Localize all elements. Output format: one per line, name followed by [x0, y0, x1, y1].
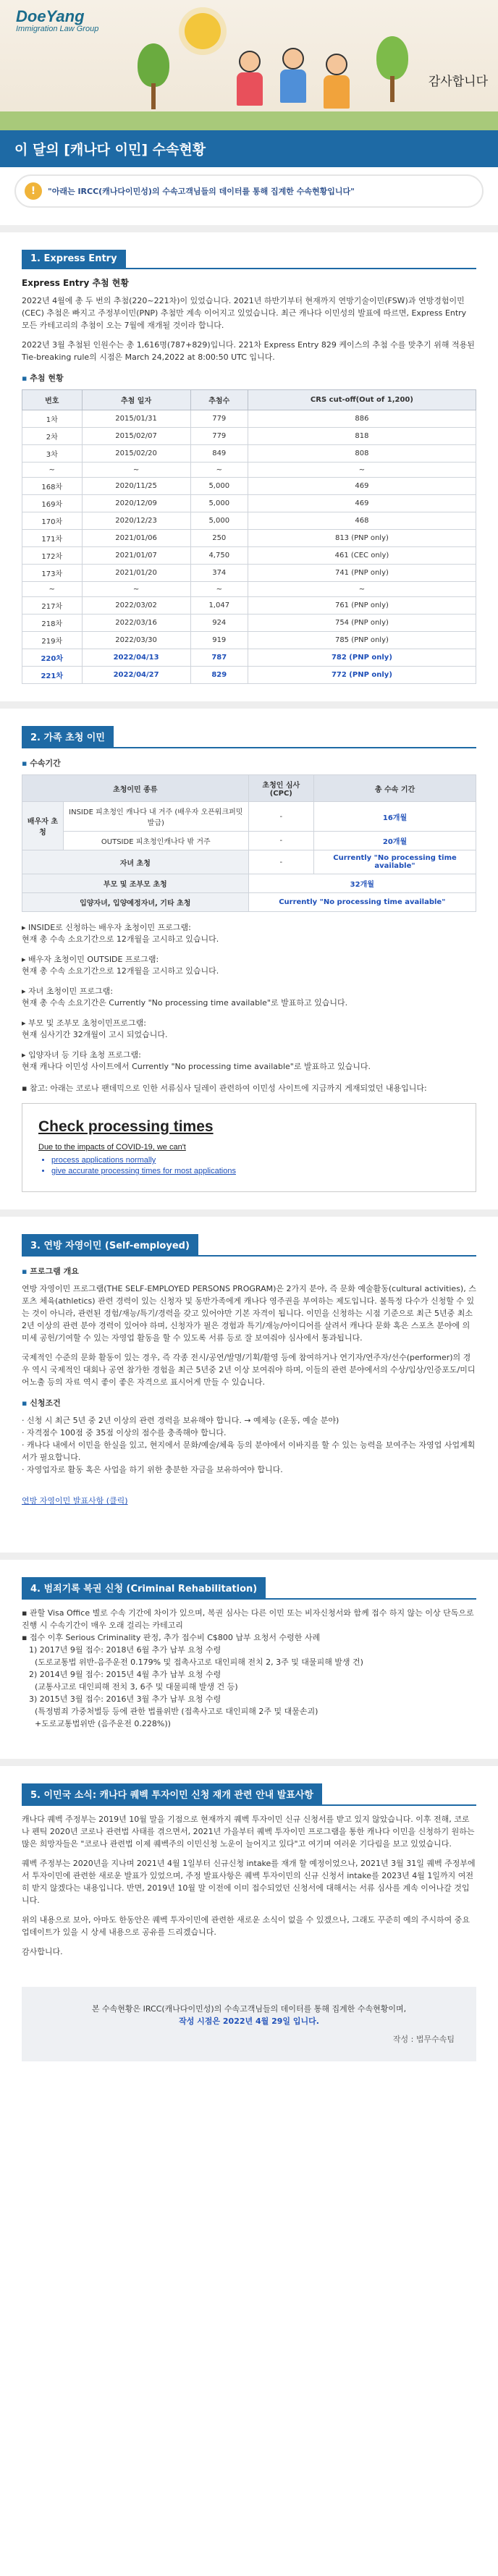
- cell: INSIDE 피초청인 캐나다 내 거주 (배우자 오픈워크퍼밋 발급): [63, 802, 248, 832]
- table-cell: 779: [190, 428, 248, 445]
- bottom-spacer: [0, 2083, 498, 2134]
- list-item: (특정범죄 가중처벌등 등에 관한 법률위반 (접촉사고로 대인피해 2주 및 대물손괴): [35, 1707, 318, 1716]
- col-header: CRS cut-off(Out of 1,200): [248, 390, 476, 410]
- table-cell: ~: [190, 582, 248, 597]
- table-cell: 1차: [22, 410, 83, 428]
- subheading: ▪ 프로그램 개요: [22, 1265, 476, 1277]
- paragraph: 위의 내용으로 보아, 아마도 한동안은 퀘벡 투자이민에 관련한 새로운 소식이 없을 수 있겠으나, 그래도 꾸준히 예의 주시하여 중요 업데이트가 있을 시 상세 내용으로 공유를 드리겠습니다.: [22, 1915, 470, 1937]
- table-cell: 818: [248, 428, 476, 445]
- row-label: 배우자 초청: [22, 802, 64, 850]
- row-label: 자녀 초청: [22, 850, 249, 874]
- section-rule: [22, 747, 476, 748]
- requirements-list: [22, 1414, 476, 1476]
- table-cell: 169차: [22, 495, 83, 512]
- table-cell: 772 (PNP only): [248, 667, 476, 684]
- tree-trunk: [151, 83, 156, 109]
- col-header: 번호: [22, 390, 83, 410]
- footer-line: 본 수속현황은 IRCC(캐나다이민성)의 수속고객님들의 데이터를 통해 집계한 수속현황이며,: [91, 2004, 407, 2014]
- notice-text: "아래는 IRCC(캐나다이민성)의 수속고객님들의 데이터를 통해 집계한 수속현황입니다": [48, 187, 355, 196]
- table-cell: ~: [82, 582, 190, 597]
- table-cell: 2022/03/16: [82, 615, 190, 632]
- footer-writer: 작성 : 법무수속팀: [392, 2035, 455, 2044]
- table-cell: 469: [248, 495, 476, 512]
- bullet-head: ▸ 배우자 초청이민 OUTSIDE 프로그램:: [22, 954, 476, 966]
- subheading: ▪ 신청조건: [22, 1397, 476, 1409]
- express-entry-section: [0, 232, 498, 684]
- bullet-item: [22, 1018, 476, 1041]
- list-item: +도로교통법위반 (음주운전 0.228%)): [35, 1719, 171, 1728]
- note-text: ▪ 참고: 아래는 코로나 팬데믹으로 인한 서류심사 딜레이 관련하여 이민성 사이트에 지금까지 게재되었던 내용입니다:: [22, 1084, 427, 1093]
- list-item: 2) 2014년 9월 접수: 2015년 4월 추가 납부 요청 수령: [29, 1670, 221, 1679]
- table-row: [22, 615, 476, 632]
- paragraph: 퀘벡 주정부는 2020년을 지나며 2021년 4월 1일부터 신규신청 intake를 재개 할 예정이었으나, 2021년 3월 31일 퀘벡 주정부에서 투자이민에 관련한 새로운 발표가 있었으며, 주정 발표사항은 퀘벡 투자이민의 신규 신청서 intake를 2023년 4월 1일까지 여전히 받지 않겠다는 내용입니다. 반면, 2019년 10월 말 이전에 이미 접수되었던 신청서에 대해서는 서류 심사를 계속 이어나갈 것입니다.: [22, 1859, 476, 1905]
- table-row: [22, 649, 476, 667]
- child-drawing-1: [239, 51, 263, 106]
- list-item: · 신청 시 최근 5년 중 2년 이상의 관련 경력을 보유해야 합니다. → 예체능 (운동, 예술 분야): [22, 1416, 339, 1425]
- table-cell: 171차: [22, 530, 83, 547]
- logo-name: DoeYang: [16, 7, 85, 25]
- table-cell: ~: [82, 463, 190, 478]
- list-item: ▪ 관할 Visa Office 별로 수속 기간에 차이가 있으며, 복권 심사는 다른 이민 또는 비자신청서와 함께 접수 하지 않는 이상 단독으로 진행 시 수속기간이 매우 오래 걸리는 카테고리: [22, 1608, 474, 1630]
- bullet-text: 현재 심사기간 32개월이 고시 되었습니다.: [22, 1030, 168, 1039]
- table-cell: 886: [248, 410, 476, 428]
- col-header: 추첨수: [190, 390, 248, 410]
- table-cell: 173차: [22, 565, 83, 582]
- table-cell: 829: [190, 667, 248, 684]
- self-employed-announcement-link[interactable]: 연방 자영이민 발표사항 (클릭): [22, 1496, 128, 1506]
- table-cell: 250: [190, 530, 248, 547]
- page-title: 이 달의 [캐나다 이민] 수속현황: [14, 142, 206, 158]
- cell: Currently "No processing time available": [248, 893, 476, 912]
- section-divider: [0, 1759, 498, 1766]
- cell: 32개월: [248, 874, 476, 893]
- table-row: [22, 632, 476, 649]
- cell: -: [248, 850, 313, 874]
- table-cell: 2021/01/07: [82, 547, 190, 565]
- cell: Currently "No processing time available": [314, 850, 476, 874]
- sun-drawing: [185, 13, 221, 49]
- table-cell: 170차: [22, 512, 83, 530]
- table-cell: 782 (PNP only): [248, 649, 476, 667]
- list-item: (교통사고로 대인피해 전치 3, 6주 및 대물피해 발생 건 등): [35, 1682, 238, 1692]
- table-cell: 3차: [22, 445, 83, 463]
- logo-subtitle: Immigration Law Group: [16, 25, 99, 33]
- table-cell: 2차: [22, 428, 83, 445]
- table-row: [22, 667, 476, 684]
- cpt-heading: Check processing times: [38, 1118, 214, 1135]
- col-header: 추첨 일자: [82, 390, 190, 410]
- table-cell: 168차: [22, 478, 83, 495]
- table-cell: 2022/04/13: [82, 649, 190, 667]
- section-heading: 4. 범죄기록 복권 신청 (Criminal Rehabilitation): [22, 1577, 266, 1598]
- table-cell: ~: [190, 463, 248, 478]
- table-cell: 4,750: [190, 547, 248, 565]
- thanks-text: 감사합니다: [428, 75, 488, 89]
- table-cell: 461 (CEC only): [248, 547, 476, 565]
- section-rule: [22, 1255, 476, 1257]
- table-cell: 761 (PNP only): [248, 597, 476, 615]
- table-row: [22, 547, 476, 565]
- table-cell: 5,000: [190, 495, 248, 512]
- draw-table: [22, 389, 476, 684]
- col-header: 총 수속 기간: [314, 775, 476, 802]
- table-cell: 2015/02/07: [82, 428, 190, 445]
- bullet-head: ▸ 부모 및 조부모 초청이민프로그램:: [22, 1018, 476, 1029]
- table-cell: 808: [248, 445, 476, 463]
- logo: [16, 7, 98, 33]
- list-item: ▪ 접수 이후 Serious Criminality 판정, 추가 접수비 C$800 납부 요청서 수령한 사례: [22, 1633, 321, 1642]
- table-row: [22, 565, 476, 582]
- table-cell: 469: [248, 478, 476, 495]
- family-processing-table: [22, 774, 476, 912]
- table-cell: 2022/03/30: [82, 632, 190, 649]
- table-row: [22, 478, 476, 495]
- table-cell: 787: [190, 649, 248, 667]
- table-cell: 1,047: [190, 597, 248, 615]
- cpt-desc: Due to the impacts of COVID-19, we can't: [38, 1143, 186, 1152]
- table-row: [22, 597, 476, 615]
- bullet-text: 현재 총 수속 소요기간으로 12개월을 고시하고 있습니다.: [22, 934, 219, 944]
- table-row: [22, 463, 476, 478]
- table-cell: 218차: [22, 615, 83, 632]
- table-cell: 919: [190, 632, 248, 649]
- paragraph: 2022년 3월 추첨된 인원수는 총 1,616명(787+829)입니다. 221차 Express Entry 829 케이스의 추첨 수를 맞추기 위해 적용된 Tie-breaking rule의 시점은 March 24,2022 at 8:00:50 UTC 입니다.: [22, 340, 475, 362]
- paragraph: 국제적인 수준의 문화 활동이 있는 경우, 즉 각종 전시/공연/발명/기획/활영 등에 참여하거나 연기자/연주자/선수(performer)의 경우 역시 국제적인 대회나 공연 참가한 경험을 최근 5년중 2년 이상 보여줘야 하며, 이들의 관련 분야에서의 수상/입상/인증포도/미디어노출 등의 자료 역시 좋이 좋은 자격으로 표시어게 만들 수 있습니다.: [22, 1353, 476, 1387]
- table-cell: 2015/01/31: [82, 410, 190, 428]
- table-cell: ~: [22, 582, 83, 597]
- rehab-list: [22, 1607, 476, 1730]
- child-drawing-3: [326, 54, 350, 109]
- header-illustration: [0, 0, 498, 130]
- list-item: · 자영업자로 활동 혹은 사업을 하기 위한 충분한 자금을 보유하여야 합니다.: [22, 1465, 283, 1474]
- table-title: ▪ 수속기간: [22, 757, 476, 769]
- section-divider: [0, 701, 498, 709]
- footer-box: [22, 1987, 476, 2061]
- col-header: 초청이민 종류: [22, 775, 249, 802]
- table-cell: 813 (PNP only): [248, 530, 476, 547]
- bullet-head: ▸ 자녀 초청이민 프로그램:: [22, 986, 476, 997]
- table-cell: 172차: [22, 547, 83, 565]
- paragraph: 2022년 4월에 총 두 번의 추첨(220~221차)이 있었습니다. 2021년 하반기부터 현재까지 연방기술이민(FSW)과 연방경험이민(CEC) 추첨은 빠지고 주정부이민(PNP) 추첨만 계속 이어지고 있었습니다. 최근 캐나다 이민성의 발표에 따르면, Express Entry 모든 카테고리의 추첨이 오는 7월에 재개될 것이라 합니다.: [22, 296, 467, 330]
- table-cell: 221차: [22, 667, 83, 684]
- table-cell: ~: [248, 582, 476, 597]
- cpt-list: [51, 1155, 460, 1177]
- bullet-item: [22, 1050, 476, 1073]
- processing-times-screenshot: [22, 1103, 476, 1192]
- table-cell: 5,000: [190, 478, 248, 495]
- cell: 16개월: [314, 802, 476, 832]
- bullet-item: [22, 954, 476, 977]
- table-cell: 2020/12/09: [82, 495, 190, 512]
- list-item: 1) 2017년 9월 접수: 2018년 6월 추가 납부 요청 수령: [29, 1645, 221, 1655]
- table-cell: 2022/03/02: [82, 597, 190, 615]
- notice-box: [14, 174, 484, 208]
- table-cell: 374: [190, 565, 248, 582]
- bullet-item: [22, 922, 476, 945]
- table-cell: 217차: [22, 597, 83, 615]
- paragraph: 연방 자영이민 프로그램(THE SELF-EMPLOYED PERSONS PROGRAM)은 2가지 분야, 즉 문화 예술활동(cultural activities), 스포츠 체육(athletics) 관련 경력이 있는 신청자 및 동반가족에게 캐나다 영주권을 부여하는 제도입니다. 볼특정 다수가 신청할 수 있는 것이 아니라, 관련된 경험/재능/특기/경력을 갖고 있어야만 기본 자격이 됩니다. 이민을 신청하는 시점 기준으로 최근 5년중 최소 2년 이상의 관련 분야 경력이 있어야 하며, 신청자가 필은 경험과 특기/재능/아이디어를 살려서 캐나다 문화 혹은 스포츠 분야에 의미세 공헌/기여할 수 있는 자영업 활동을 할 수 있도록 서류 등로 잘 보여줘야 심사에서 통과됩니다.: [22, 1284, 476, 1343]
- family-section: [0, 709, 498, 1192]
- table-cell: 779: [190, 410, 248, 428]
- section-subtitle: Express Entry 추첨 현황: [22, 278, 129, 288]
- table-cell: 2020/12/23: [82, 512, 190, 530]
- row-label: 입양자녀, 입양예정자녀, 기타 초청: [22, 893, 249, 912]
- table-cell: 2021/01/06: [82, 530, 190, 547]
- cell: -: [248, 802, 313, 832]
- bullet-head: ▸ INSIDE로 신청하는 배우자 초청이민 프로그램:: [22, 922, 476, 934]
- table-cell: 2021/01/20: [82, 565, 190, 582]
- section-divider: [0, 1209, 498, 1217]
- section-heading: 1. Express Entry: [22, 250, 126, 268]
- paragraph: 감사합니다.: [22, 1947, 63, 1956]
- table-row: [22, 410, 476, 428]
- footer-date: 작성 시점은 2022년 4월 29일 입니다.: [179, 2017, 319, 2026]
- cell: -: [248, 832, 313, 850]
- cell: 20개월: [314, 832, 476, 850]
- tree-trunk-right: [390, 76, 394, 102]
- table-cell: 219차: [22, 632, 83, 649]
- list-item: 3) 2015년 3월 접수: 2016년 3월 추가 납부 요청 수령: [29, 1694, 221, 1704]
- table-cell: 2022/04/27: [82, 667, 190, 684]
- bullet-item: [22, 986, 476, 1009]
- cpt-link[interactable]: • give accurate processing times for most applications: [51, 1166, 460, 1177]
- bullet-text: 현재 총 수속 소요기간은 Currently "No processing time available"로 발표하고 있습니다.: [22, 998, 348, 1008]
- section-heading: 2. 가족 초청 이민: [22, 726, 114, 747]
- table-cell: ~: [22, 463, 83, 478]
- section-heading: 3. 연방 자영이민 (Self-employed): [22, 1234, 198, 1255]
- section-rule: [22, 1598, 476, 1600]
- table-cell: 741 (PNP only): [248, 565, 476, 582]
- table-cell: 220차: [22, 649, 83, 667]
- ground-drawing: [0, 111, 498, 130]
- info-icon: !: [25, 182, 42, 200]
- tree-drawing: [138, 43, 169, 87]
- table-cell: 2015/02/20: [82, 445, 190, 463]
- list-item: · 캐나다 내에서 이민을 한실을 있고, 현지에서 문화/예술/체육 등의 분야에서 이바지를 할 수 있는 능력을 보여주는 자영업 사업계획서가 필요합니다.: [22, 1440, 476, 1462]
- table-row: [22, 445, 476, 463]
- col-header: 초청인 심사 (CPC): [248, 775, 313, 802]
- table-row: [22, 495, 476, 512]
- table-row: [22, 582, 476, 597]
- cell: OUTSIDE 피초청인캐나다 밖 거주: [63, 832, 248, 850]
- table-cell: 785 (PNP only): [248, 632, 476, 649]
- section-divider: [0, 225, 498, 232]
- table-cell: 5,000: [190, 512, 248, 530]
- page-title-bar: [0, 130, 498, 167]
- cpt-link[interactable]: • process applications normally: [51, 1155, 460, 1166]
- list-item: · 자격점수 100점 중 35점 이상의 점수를 충족해야 합니다.: [22, 1428, 227, 1437]
- self-employed-section: [0, 1217, 498, 1535]
- table-cell: 2020/11/25: [82, 478, 190, 495]
- row-label: 부모 및 조부모 초청: [22, 874, 249, 893]
- table-row: [22, 530, 476, 547]
- bullet-head: ▸ 입양자녀 등 기타 초청 프로그램:: [22, 1050, 476, 1061]
- table-cell: 849: [190, 445, 248, 463]
- tree-drawing-right: [376, 36, 408, 80]
- table-row: [22, 428, 476, 445]
- paragraph: 캐나다 퀘벡 주정부는 2019년 10월 말을 기점으로 현재까지 퀘벡 투자이민 신규 신청서를 받고 있지 않았습니다. 이후 전해, 코로나 펜틱 2020년 코로나 관련법 사태를 겪으면서, 2021년 가을부터 퀘벡 투자이민 프로그램을 통한 캐나다 이민을 신청하기 원하는 많은 희망자들은 "코로나 관련법 이제 퀘벡주의 이민신청 노운이 늘어지고 있다"고 여기며 여러운 기다림을 보고 있었습니다.: [22, 1815, 475, 1849]
- table-title: ▪ 추첨 현황: [22, 372, 476, 384]
- section-heading: 5. 이민국 소식: 캐나다 퀘벡 투자이민 신청 재개 관련 안내 발표사항: [22, 1783, 322, 1804]
- list-item: (도로교통법 위반-음주운전 0.179% 및 접촉사고로 대인피해 전치 2, 3주 및 대물피해 발생 건): [35, 1657, 363, 1667]
- child-drawing-2: [282, 48, 306, 103]
- table-cell: 468: [248, 512, 476, 530]
- rehabilitation-section: [0, 1560, 498, 1730]
- table-cell: ~: [248, 463, 476, 478]
- section-divider: [0, 1553, 498, 1560]
- table-row: [22, 512, 476, 530]
- table-cell: 754 (PNP only): [248, 615, 476, 632]
- table-cell: 924: [190, 615, 248, 632]
- bullet-text: 현재 캐나다 이민성 사이트에서 Currently "No processing time available"로 발표하고 있습니다.: [22, 1062, 371, 1071]
- quebec-section: [0, 1766, 498, 1958]
- section-rule: [22, 268, 476, 269]
- bullet-text: 현재 총 수속 소요기간으로 12개월을 고시하고 있습니다.: [22, 966, 219, 976]
- section-rule: [22, 1804, 476, 1806]
